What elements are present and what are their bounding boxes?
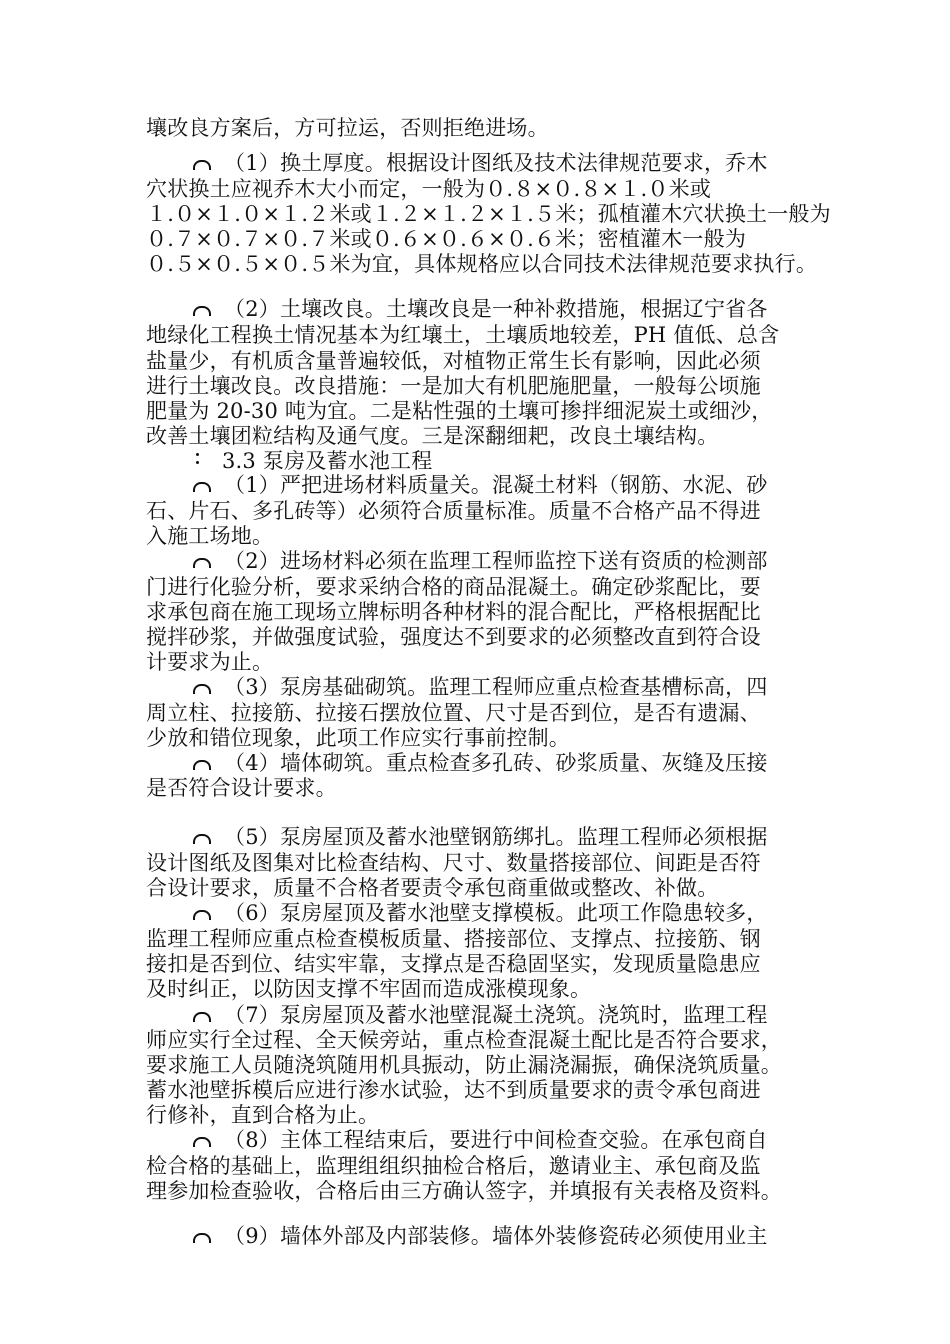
paragraph-marker-icon (193, 834, 211, 844)
text-line: 壤改良方案后，方可拉运，否则拒绝进场。 (146, 116, 549, 140)
text-line: １.０×１.０×１.２米或１.２×１.２×１.５米；孤植灌木穴状换土一般为 (146, 202, 831, 226)
text-line: 改善土壤团粒结构及通气度。三是深翻细耙，改良土壤结构。 (146, 424, 719, 448)
section-heading: 3.3 泵房及蓄水池工程 (222, 449, 433, 473)
text-line: （6）泵房屋顶及蓄水池壁支撑模板。此项工作隐患较多， (224, 901, 768, 925)
paragraph-marker-icon (193, 760, 211, 770)
text-line: 监理工程师应重点检查模板质量、搭接部位、支撑点、拉接筋、钢 (146, 927, 761, 951)
text-line: 检合格的基础上，监理组组织抽检合格后，邀请业主、承包商及监 (146, 1154, 761, 1178)
text-line: 搅拌砂浆，并做强度试验，强度达不到要求的必须整改直到符合设 (146, 625, 761, 649)
text-line: 盐量少，有机质含量普遍较低，对植物正常生长有影响，因此必须 (146, 349, 761, 373)
text-line: 行修补，直到合格为止。 (146, 1103, 380, 1127)
paragraph-marker-icon (193, 558, 211, 568)
text-line: ０.７×０.７×０.７米或０.６×０.６×０.６米；密植灌木一般为 (146, 227, 747, 251)
text-line: 蓄水池壁拆模后应进行渗水试验，达不到质量要求的责令承包商进 (146, 1078, 761, 1102)
text-line: 理参加检查验收，合格后由三方确认签字，并填报有关表格及资料。 (146, 1179, 782, 1203)
text-line: （2）土壤改良。土壤改良是一种补救措施，根据辽宁省各 (224, 297, 768, 321)
text-line: 石、片石、多孔砖等）必须符合质量标准。质量不合格产品不得进 (146, 499, 761, 523)
text-line: 进行土壤改良。改良措施：一是加大有机肥施肥量，一般每公顷施 (146, 374, 761, 398)
text-line: 及时纠正，以防因支撑不牢固而造成涨模现象。 (146, 977, 592, 1001)
paragraph-marker-icon (193, 482, 211, 492)
text-line: （5）泵房屋顶及蓄水池壁钢筋绑扎。监理工程师必须根据 (224, 825, 768, 849)
text-line: 少放和错位现象，此项工作应实行事前控制。 (146, 726, 570, 750)
text-line: 计要求为止。 (146, 650, 274, 674)
paragraph-marker-icon (193, 306, 211, 316)
text-line: （1）换土厚度。根据设计图纸及技术法律规范要求，乔木 (224, 151, 768, 175)
section-marker-icon (195, 450, 201, 470)
text-line: 接扣是否到位、结实牢靠，支撑点是否稳固坚实，发现质量隐患应 (146, 952, 761, 976)
text-line: 地绿化工程换土情况基本为红壤土，土壤质地较差，PH 值低、总含 (146, 323, 780, 347)
text-line: 要求施工人员随浇筑随用机具振动，防止漏浇漏振，确保浇筑质量。 (146, 1053, 782, 1077)
paragraph-marker-icon (193, 1012, 211, 1022)
text-line: 门进行化验分析，要求采纳合格的商品混凝土。确定砂浆配比，要 (146, 575, 761, 599)
text-line: （9）墙体外部及内部装修。墙体外装修瓷砖必须使用业主 (224, 1224, 768, 1248)
text-line: 设计图纸及图集对比检查结构、尺寸、数量搭接部位、间距是否符 (146, 851, 761, 875)
paragraph-marker-icon (193, 684, 211, 694)
paragraph-marker-icon (193, 1137, 211, 1147)
text-line: 肥量为 20-30 吨为宜。二是粘性强的土壤可掺拌细泥炭土或细沙， (146, 399, 773, 423)
text-line: （8）主体工程结束后，要进行中间检查交验。在承包商自 (224, 1128, 768, 1152)
text-line: （7）泵房屋顶及蓄水池壁混凝土浇筑。浇筑时，监理工程 (224, 1003, 768, 1027)
text-line: 合设计要求，质量不合格者要责令承包商重做或整改、补做。 (146, 876, 719, 900)
text-line: 穴状换土应视乔木大小而定，一般为０.８×０.８×１.０米或 (146, 177, 712, 201)
paragraph-marker-icon (193, 160, 211, 170)
text-line: 周立柱、拉接筋、拉接石摆放位置、尺寸是否到位，是否有遗漏、 (146, 701, 761, 725)
text-line: 求承包商在施工现场立牌标明各种材料的混合配比，严格根据配比 (146, 600, 761, 624)
text-line: 是否符合设计要求。 (146, 776, 337, 800)
paragraph-marker-icon (193, 1233, 211, 1243)
text-line: （2）进场材料必须在监理工程师监控下送有资质的检测部 (224, 549, 768, 573)
text-line: 入施工场地。 (146, 524, 274, 548)
text-line: （4）墙体砌筑。重点检查多孔砖、砂浆质量、灰缝及压接 (224, 751, 768, 775)
paragraph-marker-icon (193, 910, 211, 920)
text-line: （3）泵房基础砌筑。监理工程师应重点检查基槽标高，四 (224, 675, 768, 699)
text-line: （1）严把进场材料质量关。混凝土材料（钢筋、水泥、砂 (224, 473, 768, 497)
text-line: 师应实行全过程、全天候旁站，重点检查混凝土配比是否符合要求， (146, 1028, 782, 1052)
text-line: ０.５×０.５×０.５米为宜，具体规格应以合同技术法律规范要求执行。 (146, 252, 818, 276)
